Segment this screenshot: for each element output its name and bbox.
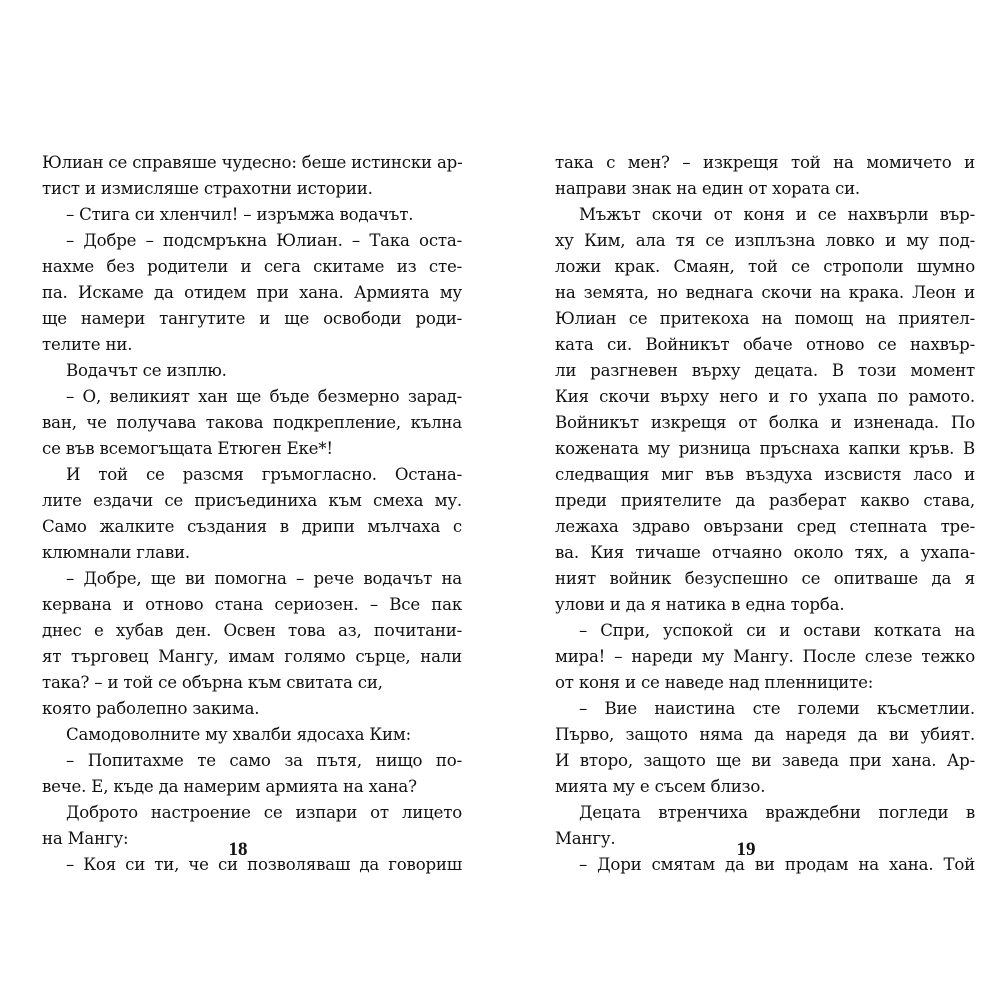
text-line: ли разгневен върху децата. В този момент [555, 361, 975, 380]
text-line: която раболепно закима. [42, 699, 260, 718]
text-line: – Спри, успокой си и остави котката на [579, 621, 975, 640]
text-line: – О, великият хан ще бъде безмерно зарад- [66, 387, 462, 406]
text-line: направи знак на един от хората си. [555, 179, 860, 198]
text-line: И той се разсмя гръмогласно. Остана- [66, 465, 462, 484]
text-line: Първо, защото няма да наредя да ви убият. [555, 725, 975, 744]
text-line: вече. Е, къде да намерим армията на хана? [42, 777, 417, 796]
text-line: днес е хубав ден. Освен това аз, почитани- [42, 621, 462, 640]
text-line: от коня и се наведе над пленниците: [555, 673, 874, 692]
page-number: 19 [736, 839, 756, 860]
text-line: па. Искаме да отидем при хана. Армията му [42, 283, 462, 302]
text-line: И второ, защото ще ви заведа при хана. Ар- [555, 751, 975, 770]
text-line: Децата втренчиха враждебни погледи в [579, 803, 975, 822]
text-line: Самодоволните му хвалби ядосаха Ким: [66, 725, 411, 744]
text-line: Кия скочи върху него и го ухапа по рамото. [555, 387, 975, 406]
text-line: Само жалките създания в дрипи мълчаха с [42, 517, 462, 536]
text-line: следващия миг във въздуха изсвистя ласо и [555, 465, 975, 484]
text-line: кожената му ризница пръснаха капки кръв. В [555, 439, 975, 458]
text-line: Войникът изкрещя от болка и изненада. По [555, 413, 975, 432]
text-line: ва. Кия тичаше отчаяно около тях, а ухапа- [555, 543, 975, 562]
text-line: Юлиан се справяше чудесно: беше истински ар- [42, 153, 463, 172]
text-line: ху Ким, ала тя се изплъзна ловко и му под- [555, 231, 975, 250]
page-number: 18 [228, 839, 248, 860]
text-line: Мъжът скочи от коня и се нахвърли вър- [579, 205, 975, 224]
text-line: ният войник безуспешно се опитваше да я [555, 569, 975, 588]
text-line: – Добре – подсмръкна Юлиан. – Така оста- [66, 231, 462, 250]
text-line: Мангу. [555, 829, 616, 848]
text-line: така? – и той се обърна към свитата си, [42, 673, 383, 692]
text-line: – Коя си ти, че си позволяваш да говориш [66, 855, 462, 874]
text-line: – Стига си хленчил! – изръмжа водачът. [66, 205, 414, 224]
text-line: Юлиан се притекоха на помощ на приятел- [555, 309, 975, 328]
text-line: ложи крак. Смаян, той се строполи шумно [555, 257, 975, 276]
text-line: Доброто настроение се изпари от лицето [66, 803, 462, 822]
text-line: – Дори смятам да ви продам на хана. Той [579, 855, 975, 874]
text-line: ще намери тангутите и ще освободи роди- [42, 309, 462, 328]
text-line: преди приятелите да разберат какво става, [555, 491, 975, 510]
text-line: клюмнали глави. [42, 543, 190, 562]
text-line: – Вие наистина сте големи късметлии. [579, 699, 975, 718]
text-line: тист и измисляше страхотни истории. [42, 179, 373, 198]
text-line: – Добре, ще ви помогна – рече водачът на [66, 569, 462, 588]
text-line: кервана и отново стана сериозен. – Все пак [42, 595, 462, 614]
text-line: мира! – нареди му Мангу. После слезе тежко [555, 647, 975, 666]
text-line: телите ни. [42, 335, 133, 354]
text-line: нахме без родители и сега скитаме из сте- [42, 257, 462, 276]
text-line: улови и да я натика в една торба. [555, 595, 845, 614]
text-line: на земята, но веднага скочи на крака. Леон и [555, 283, 975, 302]
text-line: – Попитахме те само за пътя, нищо по- [66, 751, 462, 770]
text-line: така с мен? – изкрещя той на момичето и [555, 153, 975, 172]
text-line: лежаха здраво овързани сред степната тре- [555, 517, 975, 536]
text-line: лите ездачи се присъединиха към смеха му. [42, 491, 462, 510]
text-line: ката си. Войникът обаче отново се нахвър- [555, 335, 975, 354]
text-line: Водачът се изплю. [66, 361, 227, 380]
text-line: ван, че получава такова подкрепление, кълна [42, 413, 462, 432]
text-line: се във всемогъщата Етюген Еке*! [42, 439, 333, 458]
text-line: мията му е съсем близо. [555, 777, 766, 796]
text-line: ят търговец Мангу, имам голямо сърце, нали [42, 647, 462, 666]
text-line: на Мангу: [42, 829, 129, 848]
